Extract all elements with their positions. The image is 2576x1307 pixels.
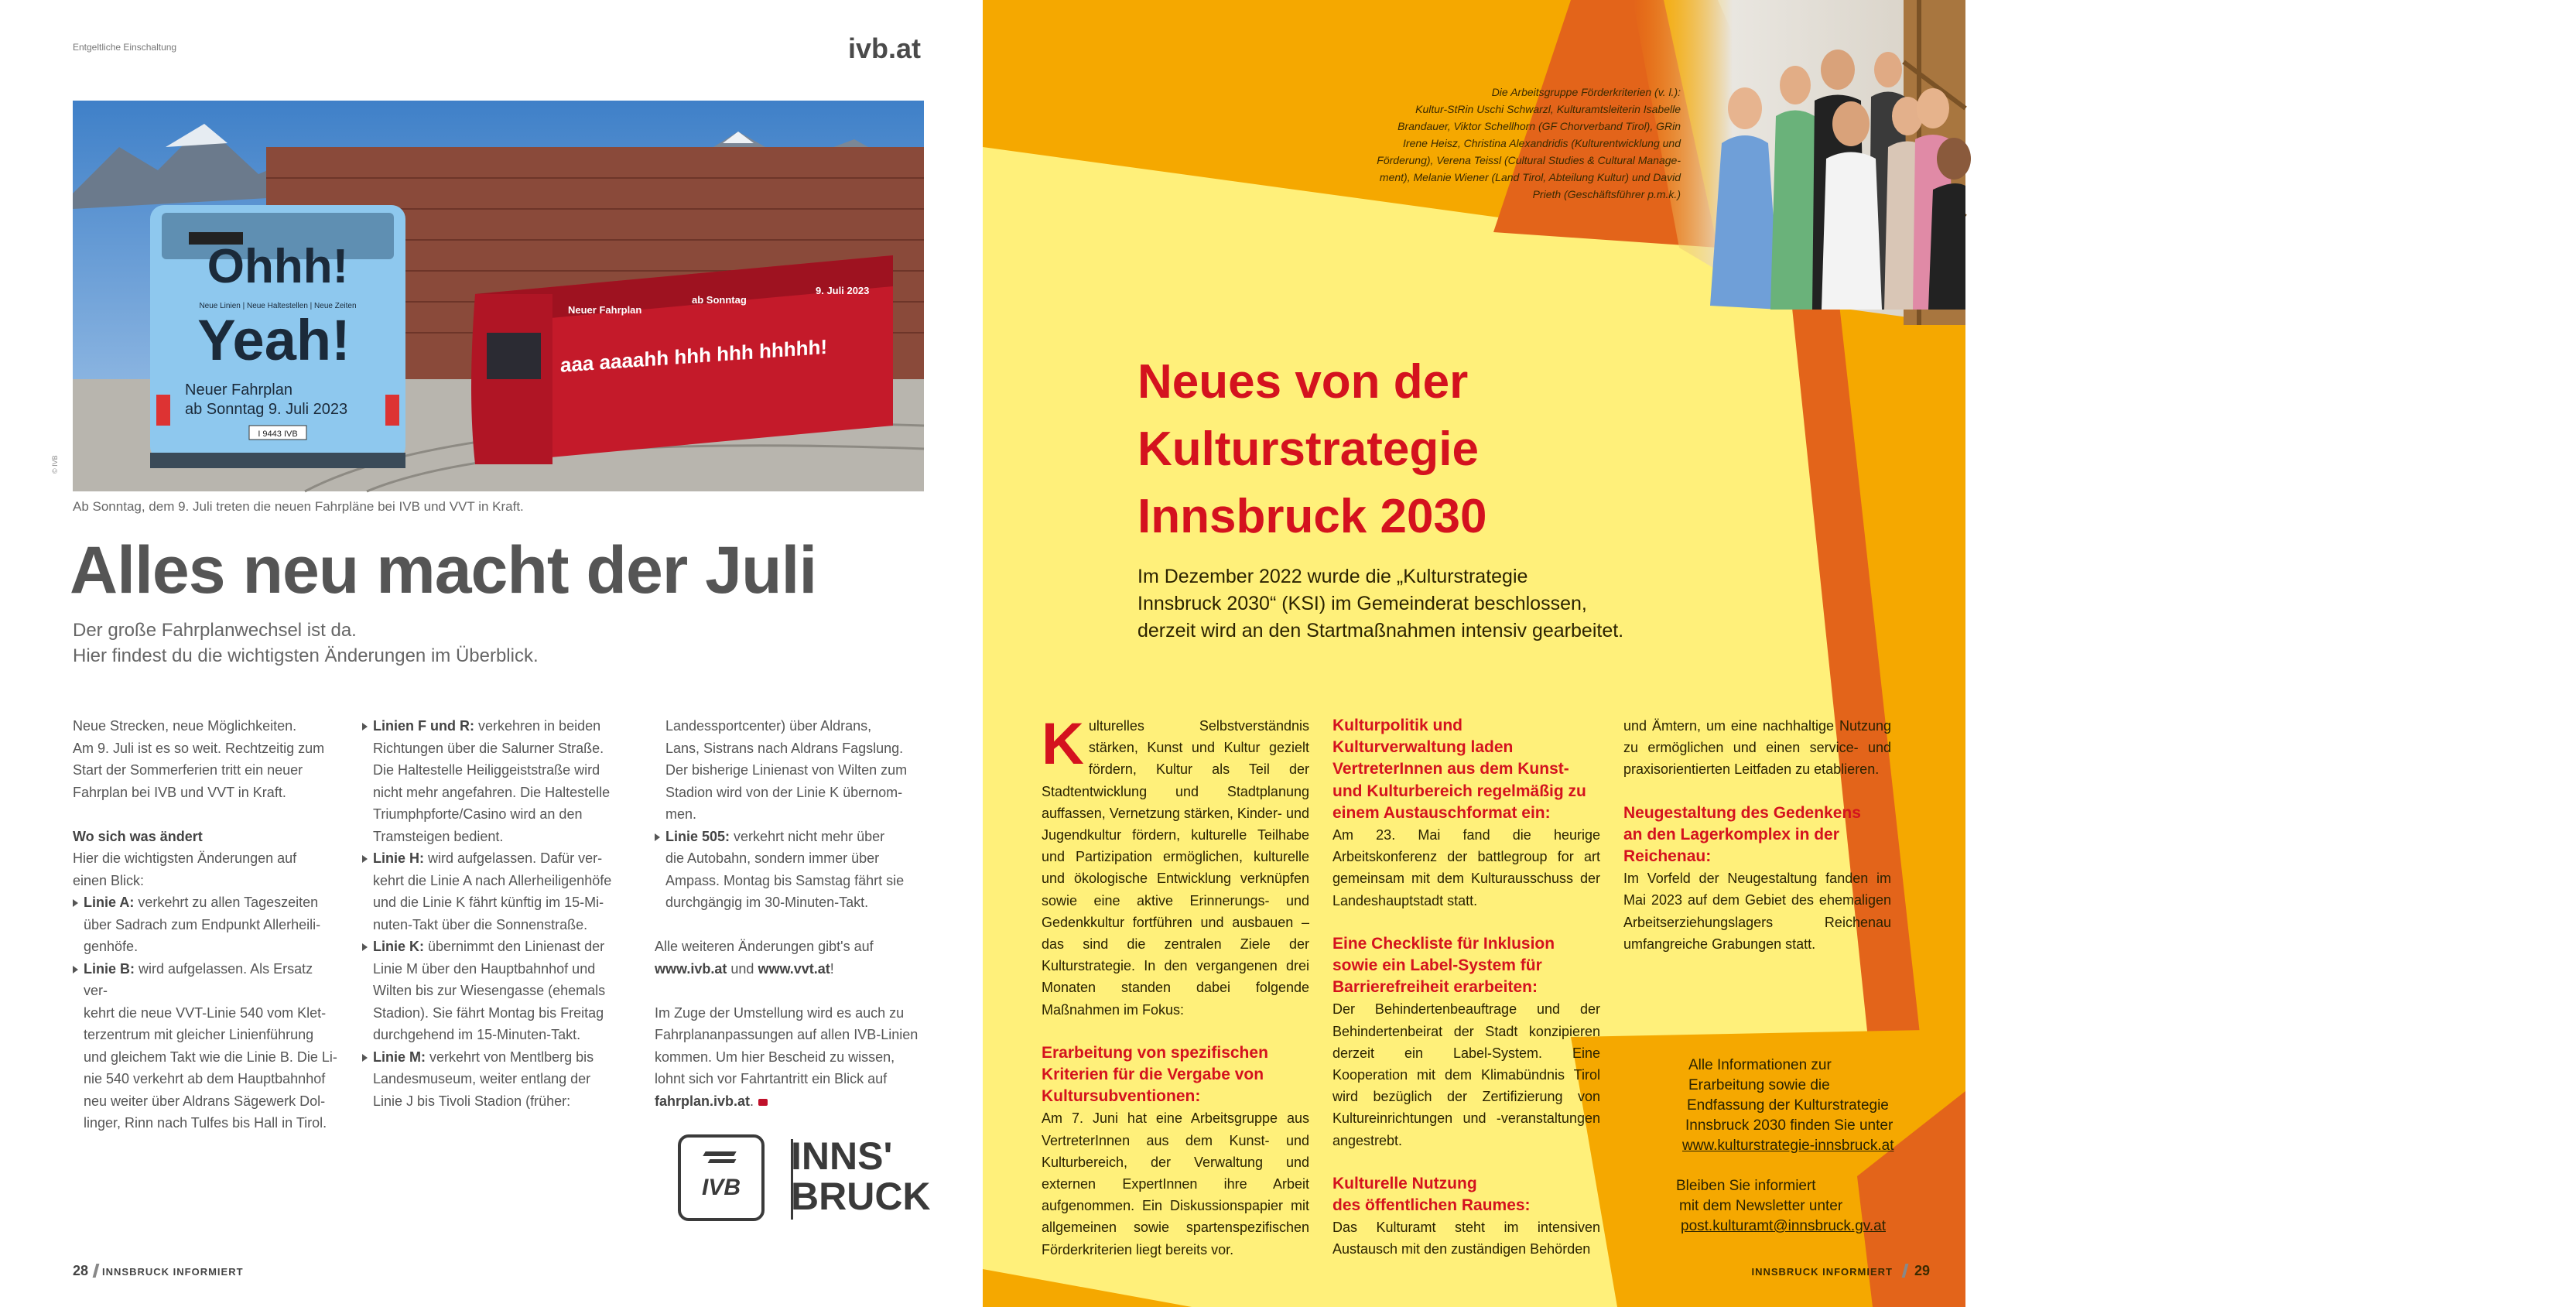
paragraph: Am 7. Juni hat eine Arbeitsgruppe aus VertreterInnen aus dem Kunst- und Kulturbereich, der Verwaltung und externen ExpertInnen ihre Arbeit aufgenommen. Ein Diskussionspapier mit allgemeinen sowie spartenspezifischen Förderkriterien liegt bereits vor.	[1042, 1110, 1309, 1257]
text-line: men.	[665, 806, 697, 822]
bus-plate: I 9443 IVB	[258, 429, 298, 439]
text-line: Am 9. Juli ist es so weit. Rechtzeitig zum	[73, 740, 325, 756]
article-title: Neues von der Kulturstrategie Innsbruck 2030	[1137, 355, 1487, 543]
list-item-linie-a: Linie A: verkehrt zu allen Tageszeiten über Sadrach zum Endpunkt Allerheili- genhöfe.	[73, 891, 340, 958]
bus-text-4: ab Sonntag 9. Juli 2023	[185, 401, 348, 418]
advertorial-label: Entgeltliche Einschaltung	[73, 42, 177, 53]
left-page	[0, 0, 983, 1307]
kultur-column-1	[1042, 711, 1309, 1261]
article-column-1	[73, 715, 340, 1134]
kultur-column-2	[1332, 715, 1600, 1261]
text-line: Start der Sommerferien tritt ein neuer	[73, 762, 303, 778]
section-heading: Wo sich was ändert	[73, 828, 203, 844]
article-column-3	[655, 715, 925, 1112]
text-line: lohnt sich vor Fahrtantritt ein Blick auf	[655, 1071, 888, 1086]
lead	[73, 618, 539, 669]
bus-tram-illustration	[73, 101, 924, 491]
photo-caption-right: Die Arbeitsgruppe Förderkriterien (v. l.): Kultur-StRin Uschi Schwarzl, Kulturamtsleiterin Isabelle Brandauer, Viktor Schellhorn (GF Chorverband Tirol), GRin Irene Heisz, Christina Alexandridis (Kulturentwicklung und Förderung), Verena Teissl (Cultural Studies & Cultural Manage- ment), Melanie Wiener (Land Tirol, Abteilung Kultur) und David Prieth (Geschäftsführer p.m.k.)	[1377, 86, 1681, 200]
paragraph: Der Behindertenbeauftrage und der Behindertenbeirat der Stadt konzipieren derzeit ein Label-System. Eine Kooperation mit dem Klimabündnis Tirol wird bezüglich der Zertifizierung von Kultureinrichtungen und -veranstaltungen angestrebt.	[1332, 1001, 1600, 1148]
bus-text-sub: Neue Linien | Neue Haltestellen | Neue Zeiten	[199, 302, 357, 310]
innsbruck-logo-text: INNS' BRUCK	[791, 1134, 931, 1218]
paragraph: Im Vorfeld der Neugestaltung fanden im Mai 2023 auf dem Gebiet des ehemaligen Arbeitserziehungslagers Reichenau umfangreiche Grabungen statt.	[1623, 871, 1891, 952]
text-line: Alle weiteren Änderungen gibt's auf	[655, 939, 874, 954]
text-line: Fahrplananpassungen auf allen IVB-Linien	[655, 1027, 919, 1042]
headline: Alles neu macht der Juli	[70, 533, 817, 607]
links-line: www.ivb.at und www.vvt.at!	[655, 960, 834, 977]
section-heading: Kulturelle Nutzung des öffentlichen Raumes:	[1332, 1174, 1531, 1215]
tram-text-bottom: aaa aaaahh hhh hhh hhhhh!	[560, 334, 828, 377]
bus-text-2: Yeah!	[197, 308, 351, 372]
list-item-linie-m: Linie M: verkehrt von Mentlberg bis Landesmuseum, weiter entlang der Linie J bis Tivoli Stadion (früher:	[362, 1046, 629, 1113]
list-item-linie-b: Linie B: wird aufgelassen. Als Ersatz ver- kehrt die neue VVT-Linie 540 vom Klet- terzentrum mit gleicher Linienführung und gleichem Takt wie die Linie B. Die Li- nie 540 verkehrt ab dem Hauptbahnhof neu weiter über Aldrans Sägewerk Dol- linger, Rinn nach Tulfes bis Hall in Tirol.	[73, 958, 340, 1134]
kulturstrategie-link[interactable]: www.kulturstrategie-innsbruck.at	[1682, 1138, 1894, 1154]
lead-line: Hier findest du die wichtigsten Änderungen im Überblick.	[73, 645, 539, 666]
section-heading: Erarbeitung von spezifischen Kriterien für die Vergabe von Kultursubventionen:	[1042, 1043, 1268, 1106]
ivb-swoosh-icon	[703, 1151, 736, 1156]
text-line: Im Zuge der Umstellung wird es auch zu	[655, 1004, 905, 1021]
publication-title: INNSBRUCK INFORMIERT	[1751, 1266, 1893, 1278]
ivb-link[interactable]: www.ivb.at	[655, 960, 727, 977]
tram-text-3: 9. Juli 2023	[816, 285, 870, 296]
bus-text-1: Ohhh!	[207, 240, 349, 293]
intro-paragraph: Kulturelles Selbstverständnis stärken, Kunst und Kultur gezielt fördern, Kultur als Teil der Stadtentwicklung und Stadtplanung auffassen, Vernetzung stärken, Kinder- und Jugendkultur fördern, kulturelle Teilhabe und Partizipation ermöglichen, kulturelle und ökologische Entwicklung verknüpfen sowie eine aktive Erinnerungs- und Gedenkkultur fortführen und ausbauen – das sind die zentralen Ziele der Kulturstrategie. In den vergangenen drei Monaten standen dabei folgende Maßnahmen im Fokus:	[1042, 711, 1309, 1018]
text-line: Der bisherige Linienast von Wilten zum	[665, 762, 908, 778]
footer-right	[1751, 1263, 1930, 1279]
info-box: Alle Informationen zur Erarbeitung sowie die Endfassung der Kulturstrategie Innsbruck 2030 finden Sie unter www.kulturstrategie-innsbruck.at Bleiben Sie informiert mit dem Newsletter unter post.kulturamt@innsbruck.gv.at	[1682, 1056, 1894, 1237]
tram-text-1: Neuer Fahrplan	[568, 304, 642, 316]
paragraph: Am 23. Mai fand die heurige Arbeitskonferenz der battlegroup for art gemeinsam mit dem Kulturausschuss der Landeshauptstadt statt.	[1332, 827, 1600, 908]
bus-tram-photo	[73, 101, 924, 491]
list-item-linien-f-r: Linien F und R: verkehren in beiden Richtungen über die Salurner Straße. Die Haltestelle Heiliggeiststraße wird nicht mehr angefahren. Die Haltestelle Triumphpforte/Casino wird an den Tramsteigen bedient.	[362, 715, 629, 847]
article-column-2	[362, 715, 629, 1112]
page-number: 28	[73, 1263, 89, 1278]
ivb-logo: IVB	[678, 1134, 765, 1221]
paragraph: und Ämtern, um eine nachhaltige Nutzung zu ermöglichen und einen service- und praxisorientierten Leitfaden zu etablieren.	[1623, 718, 1891, 778]
list-item-linie-h: Linie H: wird aufgelassen. Dafür ver- kehrt die Linie A nach Allerheiligenhöfe und die Linie K fährt künftig im 15-Mi- nuten-Takt über die Sonnenstraße.	[362, 847, 629, 936]
bus-text-3: Neuer Fahrplan	[185, 381, 292, 399]
text-line: Lans, Sistrans nach Aldrans Fagslung.	[665, 740, 904, 756]
lead-line: Der große Fahrplanwechsel ist da.	[73, 620, 357, 641]
section-heading: Eine Checkliste für Inklusion sowie ein Label-System für Barrierefreiheit erarbeiten:	[1332, 934, 1555, 997]
text-line: einen Blick:	[73, 872, 145, 888]
text-line: kommen. Um hier Bescheid zu wissen,	[655, 1049, 895, 1065]
footer-left	[73, 1263, 244, 1279]
site-label: ivb.at	[848, 33, 922, 64]
fahrplan-link[interactable]: fahrplan.ivb.at	[655, 1093, 751, 1109]
text-line: Stadion wird von der Linie K übernom-	[665, 784, 903, 800]
text-line: fahrplan.ivb.at.	[655, 1090, 925, 1113]
page-number: 29	[1914, 1263, 1930, 1278]
text-line: Fahrplan bei IVB und VVT in Kraft.	[73, 784, 286, 800]
paragraph: Das Kulturamt steht im intensiven Austausch mit den zuständigen Behörden	[1332, 1220, 1600, 1257]
text-line: Neue Strecken, neue Möglichkeiten.	[73, 718, 297, 734]
list-item-linie-k: Linie K: übernimmt den Linienast der Linie M über den Hauptbahnhof und Wilten bis zur Wiesengasse (ehemals Stadion). Sie fährt Montag bis Freitag durchgehend im 15-Minuten-Takt.	[362, 936, 629, 1046]
photo-credit-right: © M. FREINHOFER	[2546, 169, 2576, 214]
end-mark-icon	[758, 1099, 768, 1106]
ivb-innsbruck-logo	[678, 1134, 931, 1227]
text-line: Landessportcenter) über Aldrans,	[665, 718, 872, 734]
vvt-link[interactable]: www.vvt.at	[758, 960, 830, 977]
newsletter-link[interactable]: post.kulturamt@innsbruck.gv.at	[1681, 1218, 1886, 1234]
list-item-linie-505: Linie 505: verkehrt nicht mehr über die Autobahn, sondern immer über Ampass. Montag bis Samstag fährt sie durchgängig im 30-Minuten-Takt.	[655, 826, 925, 914]
article-lead: Im Dezember 2022 wurde die „Kulturstrategie Innsbruck 2030“ (KSI) im Gemeinderat beschlossen, derzeit wird an den Startmaßnahmen intensiv gearbeitet.	[1137, 566, 1624, 642]
photo-credit: © IVB	[51, 455, 59, 474]
right-page	[983, 0, 2576, 1307]
photo-caption: Ab Sonntag, dem 9. Juli treten die neuen Fahrpläne bei IVB und VVT in Kraft.	[73, 499, 524, 514]
section-heading: Neugestaltung des Gedenkens an den Lagerkomplex in der Reichenau:	[1623, 803, 1861, 866]
kultur-column-3	[1623, 715, 1891, 955]
publication-title: INNSBRUCK INFORMIERT	[102, 1266, 244, 1278]
drop-cap: K	[1042, 711, 1084, 777]
tram-text-2: ab Sonntag	[692, 294, 747, 306]
section-heading: Kulturpolitik und Kulturverwaltung laden VertreterInnen aus dem Kunst- und Kulturbereich regelmäßig zu einem Austauschformat ein:	[1332, 717, 1586, 822]
text-line: Hier die wichtigsten Änderungen auf	[73, 850, 297, 866]
